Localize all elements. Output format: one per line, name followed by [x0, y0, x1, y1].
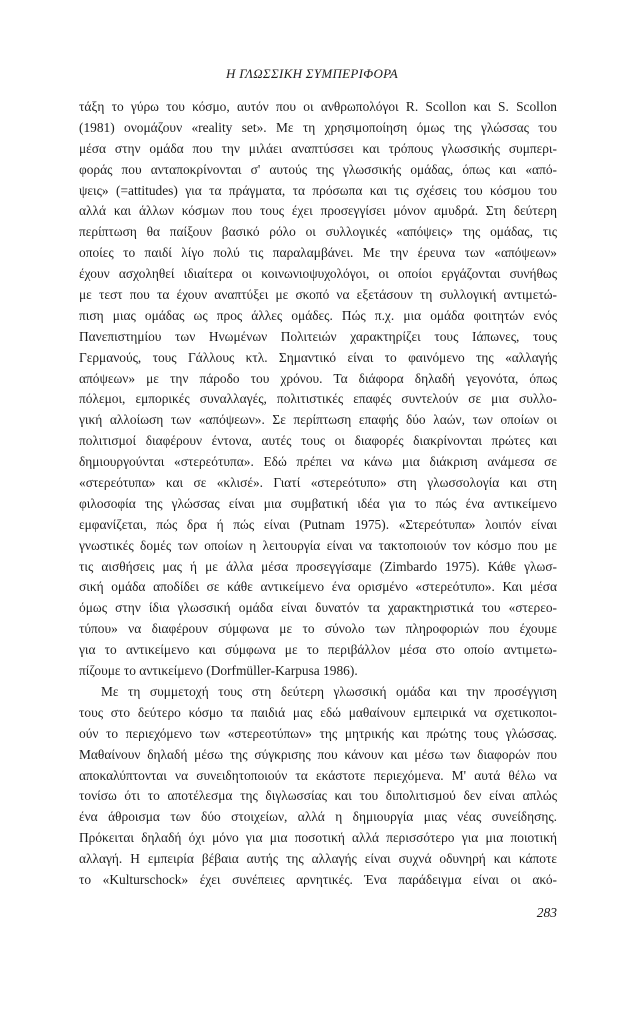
- text-line: δημιουργούνται «στερεότυπα». Εδώ πρέπει να κάνω μια διάκριση ανάμεσα σε: [79, 454, 557, 470]
- text-line: ένα άθροισμα των δύο στοιχείων, αλλά η δημιουργία μιας νέας συνείδησης.: [79, 809, 557, 825]
- text-line: Πανεπιστημίου των Ηνωμένων Πολιτειών χαρακτηρίζει τους Ιάπωνες, τους: [79, 328, 557, 344]
- body-text: [79, 97, 557, 891]
- text-line: τάξη το γύρω του κόσμο, αυτόν που οι ανθρωπολόγοι R. Scollon και S. Scollon: [79, 99, 557, 114]
- text-line: όμως στην ίδια γλωσσική ομάδα είναι δυνατόν τα χαρακτηριστικά του «στερεο-: [79, 600, 557, 616]
- text-line: το «Kulturschock» έχει συνέπειες αρνητικές. Ένα παράδειγμα είναι οι ακό-: [79, 871, 557, 887]
- text-line: πόλεμοι, εμπορικές συναλλαγές, πολιτιστικές επαφές συντελούν σε μια συλλο-: [79, 391, 557, 407]
- text-line: τους στο δεύτερο κόσμο τα παιδιά μας εδώ μαθαίνουν εμπειρικά να σχετικοποι-: [79, 704, 557, 720]
- text-line: τις αισθήσεις μας ή με άλλα μέσα προσεγγίσαμε (Zimbardo 1975). Κάθε γλωσ-: [79, 558, 557, 574]
- running-header: Η ΓΛΩΣΣΙΚΗ ΣΥΜΠΕΡΙΦΟΡΑ: [225, 66, 398, 81]
- text-line: ούν το περιεχόμενο των «στερεοτύπων» της μητρικής και πρώτης τους γλώσσας.: [79, 725, 557, 741]
- text-line: πίζουμε το αντικείμενο (Dorfmüller-Karpusa 1986).: [79, 663, 358, 679]
- text-line: (1981) ονομάζουν «reality set». Με τη χρησιμοποίηση όμως της γλώσσας του: [79, 119, 557, 135]
- text-line: εμφανίζεται, πώς δρα ή πώς είναι (Putnam 1975). «Στερεότυπα» λοιπόν είναι: [79, 516, 557, 532]
- text-line: απόψεων» με την πάροδο του χρόνου. Τα διάφορα δηλαδή γεγονότα, όπως: [79, 370, 557, 386]
- text-line: οποίες το παιδί λίγο πολύ τις παραλαμβάνει. Με την έρευνα των «απόψεων»: [79, 245, 557, 261]
- text-line: για το αντικείμενο και σύμφωνα με το περιβάλλον μέσα στο οποίο αντιμετω-: [79, 642, 557, 658]
- text-line: φοράς που ανταποκρίνονται σ' αυτούς της γλωσσικής ομάδας, όπως και «από-: [79, 161, 557, 177]
- text-line: Με τη συμμετοχή τους στη δεύτερη γλωσσική ομάδα και την προσέγγιση: [101, 683, 557, 699]
- text-line: αλλαγή. Η εμπειρία βέβαια αυτής της αλλαγής είναι συχνά οδυνηρή και κάποτε: [79, 851, 557, 867]
- text-line: γική αλλοίωση των «απόψεων». Σε περίπτωση επαφής δύο λαών, των οποίων οι: [79, 412, 557, 428]
- text-line: φιλοσοφία της γλώσσας είναι μια συμβατική ιδέα για το πώς ένα αντικείμενο: [79, 495, 557, 511]
- text-line: τονίσω ότι το αποτέλεσμα της διγλωσσίας και του διπολιτισμού δεν είναι απλώς: [79, 788, 557, 804]
- text-line: πιση μιας ομάδας ως προς άλλες ομάδες. Πώς π.χ. μια ομάδα φοιτητών ενός: [79, 307, 557, 323]
- text-line: περίπτωση θα παίξουν βασικό ρόλο οι συλλογικές «απόψεις» της ομάδας, τις: [79, 224, 557, 240]
- text-line: με τεστ που τα έχουν αναπτύξει με σκοπό να εξετάσουν τη συλλογική αντιμετώ-: [79, 287, 557, 303]
- text-line: γνωστικές δομές των οποίων η λειτουργία είναι να τακτοποιούν τον κόσμο που με: [79, 537, 557, 553]
- text-line: σική ομάδα αποδίδει σε κάθε αντικείμενο ένα ορισμένο «στερεότυπο». Και μέσα: [79, 579, 557, 595]
- text-line: πολιτισμοί διαφέρουν έντονα, αυτές τους οι διαφορές διακρίνονται πρώτες και: [79, 433, 557, 449]
- text-line: αλλά και άλλων κόσμων που τους έχει προσεγγίσει μόνον αμυδρά. Στη δεύτερη: [79, 203, 557, 219]
- text-line: έχουν ασχοληθεί ιδιαίτερα οι κοινωνιοψυχολόγοι, οι οποίοι εργάζονται συνήθως: [79, 266, 557, 282]
- text-line: τύπου» να διαφέρουν σύμφωνα με το σύνολο των πληροφοριών που έχουμε: [79, 621, 557, 637]
- text-line: Πρόκειται δηλαδή όχι μόνο για μια ποσοτική αλλά περισσότερο για μια ποιοτική: [79, 830, 557, 846]
- page-number: 283: [536, 905, 557, 920]
- text-line: Γερμανούς, τους Γάλλους κτλ. Σημαντικό είναι το φαινόμενο της «αλλαγής: [79, 349, 557, 365]
- text-line: μέσα στην ομάδα που την μιλάει αναπτύσσει και τρόπους γλωσσικής συμπερι-: [79, 140, 557, 156]
- text-line: Μαθαίνουν δηλαδή μέσω της σύγκρισης που κάνουν και μέσω των διαφορών που: [79, 746, 557, 762]
- text-line: «στερεότυπα» και σε «κλισέ». Γιατί «στερεότυπο» στη γλωσσολογία και στη: [79, 475, 557, 491]
- text-line: αποκαλύπτονται να συνειδητοποιούν τα εκάστοτε περιεχόμενα. Μ' αυτά θέλω να: [79, 767, 557, 783]
- text-line: ψεις» (=attitudes) για τα πράγματα, τα πρόσωπα και τις σχέσεις του κόσμου του: [79, 182, 557, 198]
